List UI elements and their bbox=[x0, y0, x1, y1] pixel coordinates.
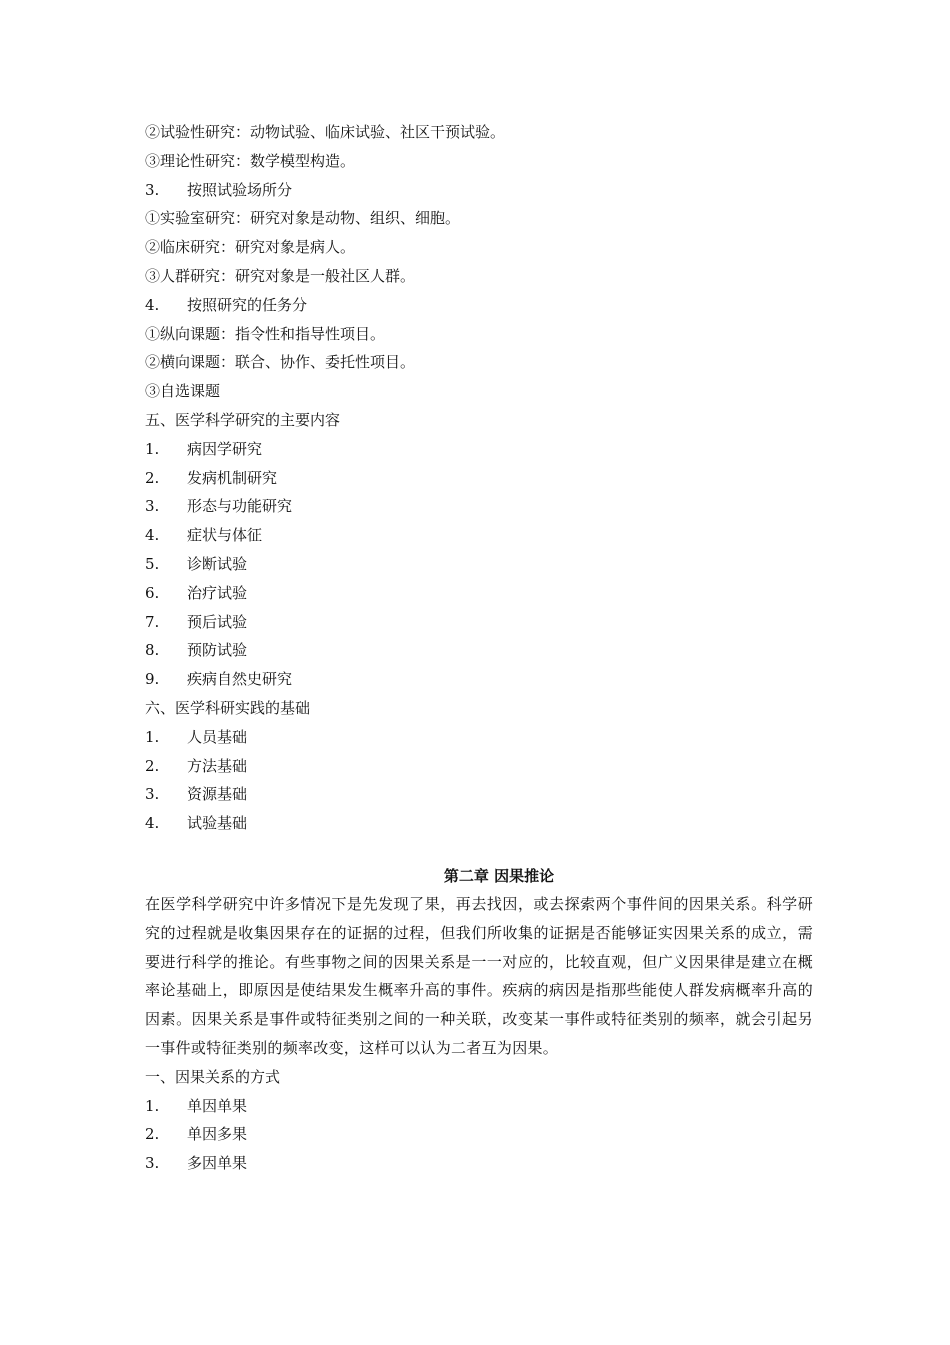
line-text: ②试验性研究：动物试验、临床试验、社区干预试验。 bbox=[145, 123, 506, 141]
outline-line bbox=[145, 1149, 813, 1178]
line-text: 形态与功能研究 bbox=[187, 497, 293, 516]
list-number: 5. bbox=[145, 554, 160, 573]
line-text: 按照研究的任务分 bbox=[187, 295, 308, 314]
outline-line bbox=[145, 1120, 813, 1149]
line-text: ③理论性研究：数学模型构造。 bbox=[145, 151, 356, 170]
list-number: 2. bbox=[145, 756, 160, 775]
line-text: 方法基础 bbox=[187, 756, 248, 775]
outline-line bbox=[145, 176, 813, 205]
outline-line bbox=[145, 204, 813, 233]
line-text: ②临床研究：研究对象是病人。 bbox=[145, 238, 356, 257]
section-spacer bbox=[145, 838, 813, 862]
outline-line bbox=[145, 608, 813, 637]
list-number: 4. bbox=[145, 526, 160, 545]
outline-line bbox=[145, 435, 813, 464]
outline-line bbox=[145, 1092, 813, 1121]
line-text: 五、医学科学研究的主要内容 bbox=[145, 410, 341, 429]
list-number: 1. bbox=[145, 1096, 160, 1115]
line-text: 按照试验场所分 bbox=[187, 180, 293, 199]
outline-line bbox=[145, 406, 813, 435]
line-text: 病因学研究 bbox=[187, 439, 263, 458]
line-text: 资源基础 bbox=[187, 785, 248, 804]
line-text: 多因单果 bbox=[187, 1154, 248, 1173]
list-number: 1. bbox=[145, 439, 160, 458]
line-text: 试验基础 bbox=[187, 814, 248, 833]
outline-line bbox=[145, 752, 813, 781]
line-text: ③自选课题 bbox=[145, 382, 221, 401]
outline-line bbox=[145, 579, 813, 608]
line-text: 单因单果 bbox=[187, 1096, 248, 1115]
line-text: ①纵向课题：指令性和指导性项目。 bbox=[145, 324, 386, 343]
list-number: 1. bbox=[145, 727, 160, 746]
outline-line bbox=[145, 320, 813, 349]
outline-section-b bbox=[145, 1063, 813, 1178]
list-number: 8. bbox=[145, 641, 160, 660]
line-text: ③人群研究：研究对象是一般社区人群。 bbox=[145, 266, 416, 285]
outline-line bbox=[145, 377, 813, 406]
line-text: 发病机制研究 bbox=[187, 468, 278, 487]
list-number: 3. bbox=[145, 785, 160, 804]
outline-line bbox=[145, 521, 813, 550]
outline-line bbox=[145, 550, 813, 579]
list-number: 4. bbox=[145, 814, 160, 833]
chapter-title: 第二章 因果推论 bbox=[443, 866, 555, 885]
line-text: 诊断试验 bbox=[187, 554, 248, 573]
outline-line bbox=[145, 780, 813, 809]
line-text: 六、医学科研实践的基础 bbox=[145, 698, 311, 717]
outline-line bbox=[145, 492, 813, 521]
line-text: 预防试验 bbox=[187, 641, 248, 660]
outline-line bbox=[145, 809, 813, 838]
list-number: 7. bbox=[145, 612, 160, 631]
line-text: ②横向课题：联合、协作、委托性项目。 bbox=[145, 353, 416, 372]
line-text: 人员基础 bbox=[187, 727, 248, 746]
list-number: 2. bbox=[145, 468, 160, 487]
outline-line bbox=[145, 694, 813, 723]
list-number: 2. bbox=[145, 1125, 160, 1144]
outline-section-a bbox=[145, 118, 813, 838]
chapter-intro-paragraph: 在医学科学研究中许多情况下是先发现了果，再去找因，或去探索两个事件间的因果关系。科学研究的过程就是收集因果存在的证据的过程，但我们所收集的证据是否能够证实因果关系的成立，需要进行科学的推论。有些事物之间的因果关系是一一对应的，比较直观，但广义因果律是建立在概率论基础上，即原因是使结果发生概率升高的事件。疾病的病因是指那些能使人群发病概率升高的因素。因果关系是事件或特征类别之间的一种关联，改变某一事件或特征类别的频率，就会引起另一事件或特征类别的频率改变，这样可以认为二者互为因果。 bbox=[145, 894, 813, 1057]
list-number: 3. bbox=[145, 180, 160, 199]
outline-line bbox=[145, 262, 813, 291]
outline-line bbox=[145, 1063, 813, 1092]
line-text: 预后试验 bbox=[187, 612, 248, 631]
list-number: 3. bbox=[145, 497, 160, 516]
outline-line bbox=[145, 464, 813, 493]
line-text: 治疗试验 bbox=[187, 583, 248, 602]
line-text: 一、因果关系的方式 bbox=[145, 1067, 281, 1086]
line-text: ①实验室研究：研究对象是动物、组织、细胞。 bbox=[145, 209, 461, 228]
outline-line bbox=[145, 233, 813, 262]
outline-line bbox=[145, 118, 813, 147]
outline-line bbox=[145, 291, 813, 320]
outline-line bbox=[145, 723, 813, 752]
list-number: 6. bbox=[145, 583, 160, 602]
list-number: 3. bbox=[145, 1154, 160, 1173]
outline-line bbox=[145, 147, 813, 176]
document-content bbox=[145, 118, 813, 1178]
outline-line bbox=[145, 665, 813, 694]
outline-line bbox=[145, 636, 813, 665]
list-number: 4. bbox=[145, 295, 160, 314]
line-text: 症状与体征 bbox=[187, 526, 263, 545]
line-text: 疾病自然史研究 bbox=[187, 670, 293, 689]
outline-line bbox=[145, 348, 813, 377]
list-number: 9. bbox=[145, 670, 160, 689]
line-text: 单因多果 bbox=[187, 1125, 248, 1144]
